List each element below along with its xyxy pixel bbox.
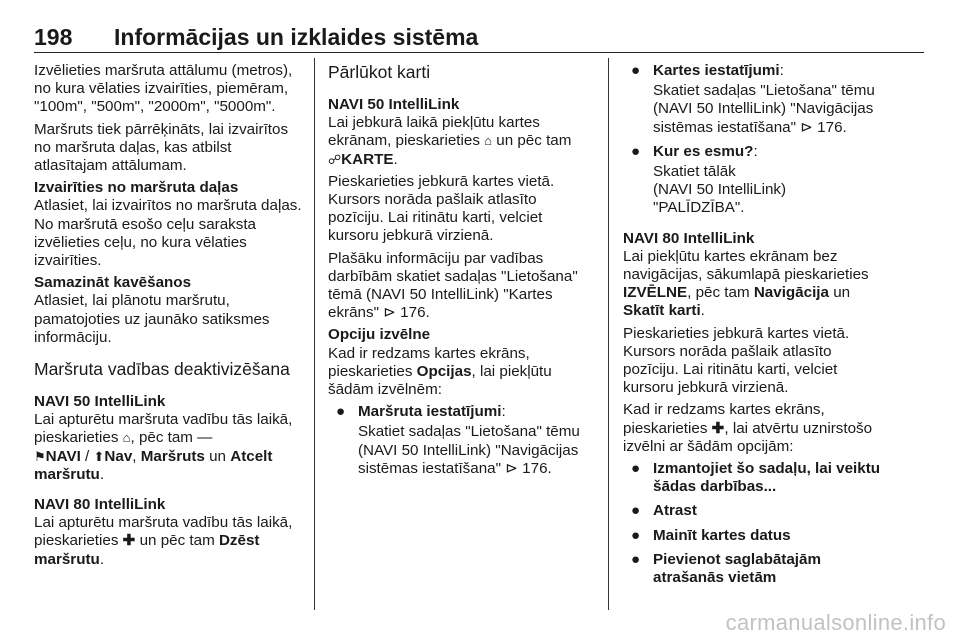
list-item: ● Mainīt kartes datus	[631, 526, 791, 544]
page-header	[34, 22, 924, 53]
page-title: Informācijas un izklaides sistēma	[114, 24, 479, 50]
paragraph: Atlasiet, lai plānotu maršrutu, pamatojoties uz jaunāko satiksmes informāciju.	[34, 292, 270, 346]
paragraph: Maršruts tiek pārrēķināts, lai izvairītos no maršruta daļas, kas atbilst atlasītajam attālumam.	[34, 120, 289, 175]
bullet-icon: ●	[631, 460, 641, 478]
subheading: Izvairīties no maršruta daļas	[34, 179, 239, 197]
subheading: NAVI 80 IntelliLink	[623, 229, 755, 247]
bullet-icon: ●	[631, 142, 641, 160]
paragraph: Kad ir redzams kartes ekrāns, pieskarieties Opcijas, lai piekļūtu šādām izvēlnēm:	[328, 344, 552, 399]
home-icon: ⌂	[122, 430, 131, 446]
column-divider	[608, 58, 609, 610]
paragraph: Izvēlieties maršruta attālumu (metros), no kura vēlaties izvairīties, piemēram, "100m", "500m", "2000m", "5000m".	[34, 62, 293, 116]
subheading: Samazināt kavēšanos	[34, 274, 192, 292]
page-number: 198	[34, 24, 73, 50]
paragraph: Pieskarieties jebkurā kartes vietā. Kursors norāda pašlaik atlasīto pozīciju. Lai ritinātu karti, velciet kursoru jebkurā virzienā.	[623, 324, 850, 397]
bullet-icon: ●	[631, 550, 641, 568]
bullet-icon: ●	[631, 62, 641, 79]
column-divider	[314, 58, 315, 610]
subheading: Opciju izvēlne	[328, 326, 431, 344]
subheading: NAVI 80 IntelliLink	[34, 496, 166, 514]
bullet-icon: ●	[631, 502, 641, 520]
list-item: ● Maršruta iestatījumi: Skatiet sadaļas "Lietošana" tēmu (NAVI 50 IntelliLink) "Navigācijas sistēmas iestatīšana" ⊳ 176.	[336, 403, 580, 477]
arrow-icon: ⬆	[93, 448, 105, 464]
map-icon: ☍	[328, 151, 342, 167]
reference-arrow-icon: ⊳	[505, 459, 518, 477]
section-title: Maršruta vadības deaktivizēšana	[34, 359, 290, 380]
reference-arrow-icon: ⊳	[800, 118, 813, 136]
subheading: NAVI 50 IntelliLink	[328, 96, 460, 113]
column-left	[34, 62, 302, 573]
list-item: ● Atrast	[631, 502, 697, 520]
column-middle	[328, 62, 596, 484]
bullet-icon: ●	[336, 403, 346, 421]
paragraph: Plašāku informāciju par vadības darbībām skatiet sadaļas "Lietošana" tēmā (NAVI 50 IntelliLink) "Kartes ekrāns" ⊳ 176.	[328, 249, 578, 322]
list-item: ● Kartes iestatījumi: Skatiet sadaļas "Lietošana" tēmu (NAVI 50 IntelliLink) "Navigācijas sistēmas iestatīšana" ⊳ 176.	[631, 62, 875, 136]
paragraph: Pieskarieties jebkurā kartes vietā. Kursors norāda pašlaik atlasīto pozīciju. Lai ritinātu karti, velciet kursoru jebkurā virzienā.	[328, 172, 555, 245]
paragraph: Lai apturētu maršruta vadību tās laikā, pieskarieties ⌂, pēc tam — ⚑NAVI / ⬆Nav, Maršruts un Atcelt maršrutu.	[34, 411, 293, 483]
flag-icon: ⚑	[34, 448, 46, 464]
home-icon: ⌂	[484, 133, 493, 149]
reference-arrow-icon: ⊳	[383, 304, 396, 322]
plus-icon: ✚	[711, 419, 725, 437]
watermark: carmanualsonline.info	[725, 610, 946, 635]
paragraph: Lai jebkurā laikā piekļūtu kartes ekrānam, pieskarieties ⌂ un pēc tam ☍KARTE.	[328, 114, 572, 168]
subheading: NAVI 50 IntelliLink	[34, 393, 166, 411]
section-title: Pārlūkot karti	[328, 62, 431, 82]
list-item: ● Pievienot saglabātajām atrašanās vietām	[631, 550, 821, 587]
column-right	[623, 62, 891, 593]
bullet-icon: ●	[631, 526, 641, 544]
paragraph: Kad ir redzams kartes ekrāns, pieskarieties ✚, lai atvērtu uznirstošo izvēlni ar šādām opcijām:	[623, 401, 873, 455]
paragraph: Lai apturētu maršruta vadību tās laikā, pieskarieties ✚ un pēc tam Dzēst maršrutu.	[34, 514, 293, 568]
list-item: ● Izmantojiet šo sadaļu, lai veiktu šādas darbības...	[631, 460, 881, 496]
plus-icon: ✚	[122, 532, 136, 550]
paragraph: Lai piekļūtu kartes ekrānam bez navigācijas, sākumlapā pieskarieties IZVĒLNE, pēc tam Navigācija un Skatīt karti.	[623, 247, 869, 320]
list-item: ● Kur es esmu?: Skatiet tālāk (NAVI 50 IntelliLink) "PALĪDZĪBA".	[631, 142, 787, 217]
paragraph: Atlasiet, lai izvairītos no maršruta daļas. No maršrutā esošo ceļu saraksta izvēlieties ceļu, no kura vēlaties izvairīties.	[34, 197, 302, 270]
